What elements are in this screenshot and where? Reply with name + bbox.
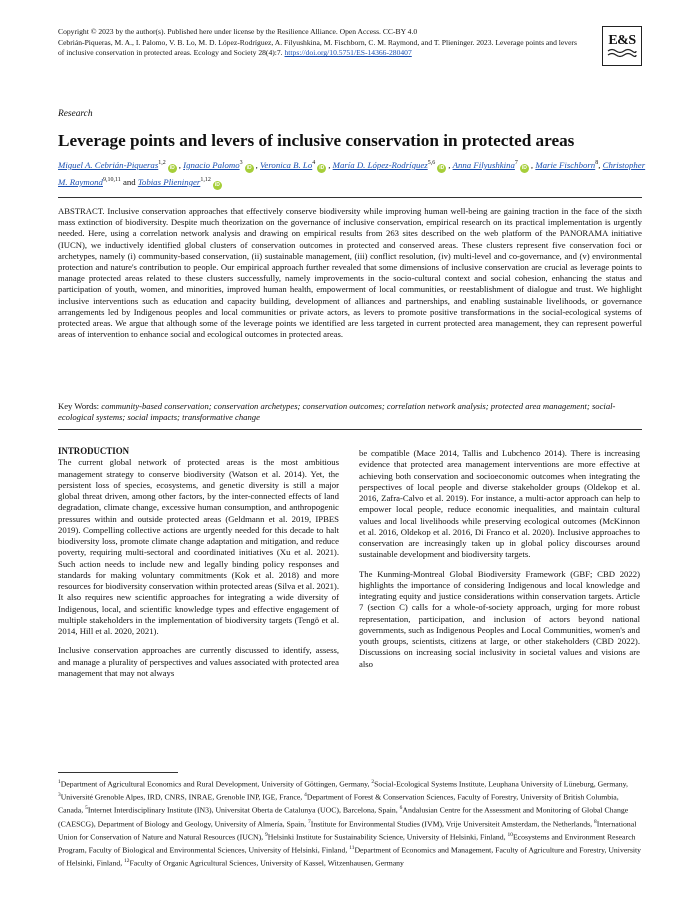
affiliation-sup: 7 [308,818,311,825]
body-paragraph: be compatible (Mace 2014, Tallis and Lubchenco 2014). There is increasing evidence that protected area management interventions are more effective at achieving both conservation and socioeconomic outcomes when integrating the perspectives of local people and diverse stakeholder groups (Oldekop et al. 2016, Zafra-Calvo et al. 2019). For instance, a multi-actor approach can help to empower local people, reduce economic inequalities, and maintain cultural values and local livelihoods while preserving ecological outcomes (McKinnon et al. 2016, Oldekop et al. 2016, Di Franco et al. 2020). Inclusive approaches to conservation are increasingly taken up in global policy discourses around sustainable development and biodiversity targets. [359,448,640,560]
affiliation-sup: 11 [349,844,355,851]
author-link[interactable]: Miguel A. Cebrián-Piqueras [58,159,159,170]
section-label: Research [58,109,93,119]
affiliation-sup: 3 [58,792,61,799]
affiliation-text: Social-Ecological Systems Institute, Leuphana University of Lüneburg, Germany, [374,779,628,789]
header-notice [58,27,578,59]
affiliation-text: Department of Economics and Management, Faculty of Agriculture and Forestry, University of Helsinki, Finland, [58,845,642,868]
authors-and: and [122,176,136,187]
author-link[interactable]: María D. López-Rodríguez [332,159,428,170]
affiliation-text: Internet Interdisciplinary Institute (IN3), Universitat Oberta de Catalunya (UOC), Barcelona, Spain, [87,805,400,815]
orcid-icon[interactable]: iD [214,181,220,188]
keywords-label: Key Words: [58,401,100,411]
affiliation-text: Department of Forest & Conservation Sciences, Faculty of Forestry, University of British Columbia, Canada, [58,792,619,815]
author-link[interactable]: Veronica B. Lo [260,159,313,170]
author-affiliation-sup: 5,6 [427,160,436,166]
citation-text: Cebrián-Piqueras, M. A., I. Palomo, V. B. Lo, M. D. López-Rodríguez, A. Filyushkina, M. Fischborn, C. M. Raymond, and T. Plieninger. 2023. Leverage points and levers of inclusive conservation in protected areas. Ecology and Society 28(4):7. [58,37,577,58]
body-column-left [58,446,339,687]
article-title: Leverage points and levers of inclusive conservation in protected areas [58,131,575,150]
affiliation-sup: 6 [399,805,403,812]
affiliation-sup: 4 [304,792,307,799]
author-affiliation-sup: 1,2 [158,160,166,166]
orcid-icon[interactable]: iD [439,164,445,171]
affiliations-footnote [58,777,642,869]
affiliation-sup: 1 [58,779,61,785]
author-affiliation-sup: 8 [595,160,599,166]
affiliation-text: Institute for Environmental Studies (IVM), Vrije Universiteit Amsterdam, the Netherlands, [310,819,595,829]
body-paragraph: Inclusive conservation approaches are currently discussed to identify, assess, and manage a plurality of perspectives and values associated with protected area management that may not always [58,645,339,678]
author-affiliation-sup: 4 [312,160,316,166]
author-affiliation-sup: 3 [239,160,243,166]
affiliation-sup: 9 [265,831,268,838]
author-list: Miguel A. Cebrián-Piqueras$^{1,2}$iD , Ignacio Palomo$^3$iD , Veronica B. Lo$^4$iD , María D. López-Rodríguez$^{5,6}$iD , Anna Filyushkina$^7$iD , Marie Fischborn$^8$, Christopher M. Raymond$^{9,10,11}$ and Tobias Plieninger$^{1,12}$iD [58,159,646,188]
orcid-icon[interactable]: iD [169,164,175,171]
keywords [58,401,642,423]
author-affiliation-sup: 7 [514,160,518,166]
affiliation-sup: 5 [85,805,88,812]
affiliation-text: Department of Agricultural Economics and Rural Development, University of Göttingen, Germany, [60,779,372,789]
citation-block [58,38,578,59]
author-link[interactable]: Ignacio Palomo [183,159,240,170]
logo-text: E&S [608,33,636,48]
affiliation-sup: 2 [371,779,375,785]
author-link[interactable]: Anna Filyushkina [452,159,515,170]
abstract: ABSTRACT. Inclusive conservation approaches that effectively conserve biodiversity while improving human well-being are gaining traction in the face of the sixth mass extinction of biodiversity. Despite much theorization on the governance of inclusive conservation, empirical research on its practical implementation is urgently needed. Here, using a correlation network analysis and drawing on empirical results from 263 sites described on the web platform of the PANORAMA initiative (IUCN), we inductively identified global clusters of conservation outcomes in protected and conserved areas. These clusters represent five conservation foci or archetypes, namely (i) community-based conservation, (ii) sustainable management, (iii) conflict resolution, (iv) multi-level and co-governance, and (v) environmental protection and nature's contribution to people. Our empirical approach further revealed that some dimensions of inclusive conservation are crucial as leverage points to manage protected areas related to these clusters successfully, namely improvements in the socio-cultural context and social cohesion, enhancing the status and participation of youth, women, and minorities, improved human health, empowerment of local communities, or reestablishment of dialogue and trust. We highlight inclusive interventions such as education and capacity building, development of alliances and partnerships, and enabling sustainable livelihoods, or governance arrangements led by Indigenous peoples and local communities or private actors, as levers to promote positive transformations in the social-ecological systems of protected areas. We argue that although some of the leverage points we identified are less targeted in current protected area management, they can represent powerful areas of intervention to enhance social and ecological outcomes in protected areas. [58,206,642,340]
orcid-icon[interactable]: iD [246,164,252,171]
affiliation-text: International Union for Conservation of Nature and Natural Resources (IUCN), [58,819,637,842]
author-link[interactable]: Christopher M. Raymond [58,159,646,187]
copyright-line: Copyright © 2023 by the author(s). Published here under license by the Resilience Alliance. Open Access. CC-BY 4.0 [58,27,418,36]
body-paragraph: The current global network of protected areas is the most ambitious management strategy to conserve biodiversity (Watson et al. 2014). Yet, the persistent loss of species, ecosystems, and genetic diversity is still a major global threat driven, among other factors, by the inter-connected effects of land degradation, climate change, excessive human consumption, and anthropogenic pressures within and outside protected areas (Geldmann et al. 2019, IPBES 2019). Compelling collective actions are urgently needed for this decade to halt biodiversity loss, promote climate change adaptation and mitigation, and reduce poverty, requiring multi-sectoral and coordinated initiatives (Xu et al. 2021). Such action needs to include new and legally binding policy responses and standards for making voluntary commitments (Kok et al. 2018) and more resources for biodiversity conservation within protected areas (Silva et al. 2021). It also requires new scientific approaches for integrating a wide diversity of Indigenous, local, and scientific knowledge types and effective engagement of multiple stakeholders in the implementation of biodiversity targets (Tengö et al. 2014, Hill et al. 2020, 2021). [58,457,339,636]
author-link[interactable]: Tobias Plieninger [137,176,201,187]
affiliation-text: Helsinki Institute for Sustainability Science, University of Helsinki, Finland, [267,832,508,842]
affiliation-sup: 8 [594,818,597,825]
section-heading-introduction: INTRODUCTION [58,446,130,456]
affiliation-text: Andalusian Centre for the Assessment and Monitoring of Global Change (CAESCG), Department of Biology and Geology, University of Almería, Spain, [58,805,629,829]
divider [58,429,642,430]
divider [58,197,642,198]
waves-icon [607,48,637,58]
orcid-icon[interactable]: iD [319,164,325,171]
author-affiliation-sup: 9,10,11 [102,176,121,183]
keywords-list: community-based conservation; conservation archetypes; conservation outcomes; correlation network analysis; protected area management; social-ecological systems; social impacts; transformative change [58,401,616,423]
body-column-right [359,448,640,678]
affiliation-text: Université Grenoble Alpes, IRD, CNRS, INRAE, Grenoble INP, IGE, France, [60,792,305,802]
author-affiliation-sup: 1,12 [200,176,211,183]
author-link[interactable]: Marie Fischborn [535,159,596,170]
body-paragraph: The Kunming-Montreal Global Biodiversity Framework (GBF; CBD 2022) highlights the importance of considering Indigenous and local knowledge and integrating equity and justice considerations within conservation targets. Article 7 (section C) calls for a whole-of-society approach, urging for more robust representation, participation, and inclusion of actors beyond national governments, such as Indigenous Peoples and Local Communities, women's and youth groups, scientists, citizens at large, or other stakeholders (CBD 2022). Discussions on increasing social inclusivity in societal values and visions are also [359,568,640,669]
affiliation-sup: 12 [124,858,130,865]
affiliation-text: Faculty of Organic Agricultural Sciences, University of Kassel, Witzenhausen, Germany [129,858,404,868]
affiliation-sup: 10 [507,831,513,838]
affiliation-text: Ecosystems and Environment Research Program, Faculty of Biological and Environmental Sciences, University of Helsinki, Finland, [58,832,636,855]
journal-logo[interactable] [602,26,642,66]
orcid-icon[interactable]: iD [521,164,527,171]
footnote-divider [58,772,178,773]
doi-link[interactable]: https://doi.org/10.5751/ES-14366-280407 [284,48,412,58]
